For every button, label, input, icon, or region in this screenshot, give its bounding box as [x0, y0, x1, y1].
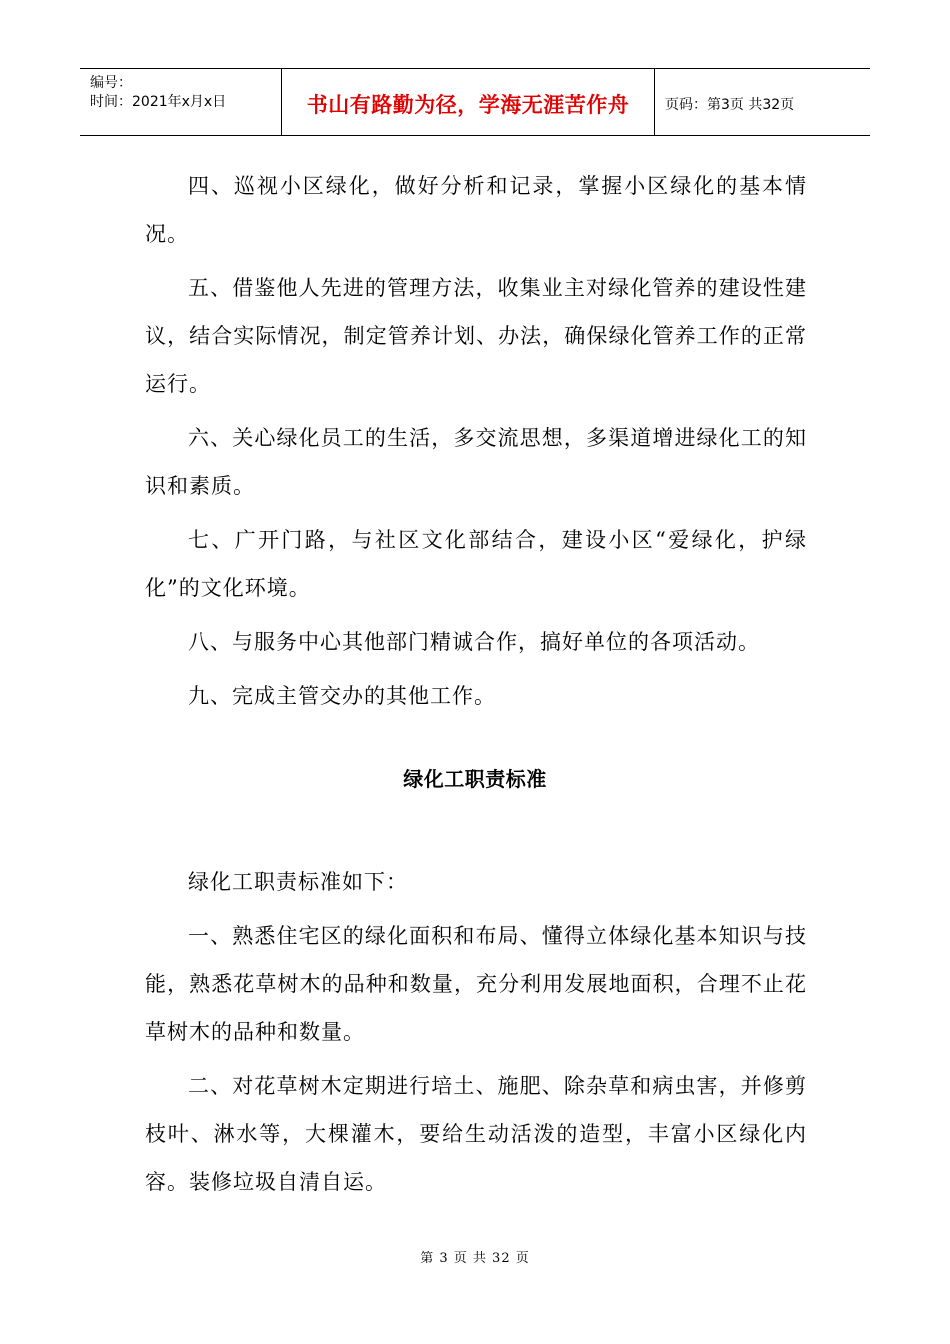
body-text-top [145, 162, 807, 726]
time-label: 时间：2021年x月x日 [90, 94, 227, 110]
header-motto: 书山有路勤为径，学海无涯苦作舟 [282, 69, 655, 135]
section-title: 绿化工职责标准 [403, 767, 547, 791]
header-page-info: 页码：第3页 共32页 [665, 97, 795, 113]
paragraph: 八、与服务中心其他部门精诚合作，搞好单位的各项活动。 [188, 630, 760, 654]
page-header [80, 68, 870, 136]
body-text-bottom [145, 858, 807, 1212]
paragraph: 七、广开门路，与社区文化部结合，建设小区“爱绿化，护绿化”的文化环境。 [145, 528, 807, 600]
paragraph: 六、关心绿化员工的生活，多交流思想，多渠道增进绿化工的知识和素质。 [145, 426, 807, 498]
paragraph: 五、借鉴他人先进的管理方法，收集业主对绿化管养的建设性建议，结合实际情况，制定管养计划、办法，确保绿化管养工作的正常运行。 [145, 276, 807, 396]
paragraph: 九、完成主管交办的其他工作。 [188, 684, 496, 708]
page-footer: 第 3 页 共 32 页 [420, 1251, 530, 1266]
paragraph: 一、熟悉住宅区的绿化面积和布局、懂得立体绿化基本知识与技能，熟悉花草树木的品种和数量，充分利用发展地面积，合理不止花草树木的品种和数量。 [145, 924, 807, 1044]
code-label: 编号： [90, 75, 132, 91]
header-meta [80, 69, 282, 135]
paragraph: 绿化工职责标准如下： [188, 870, 408, 894]
paragraph: 二、对花草树木定期进行培土、施肥、除杂草和病虫害，并修剪枝叶、淋水等，大棵灌木，要给生动活泼的造型，丰富小区绿化内容。装修垃圾自清自运。 [145, 1074, 807, 1194]
paragraph: 四、巡视小区绿化，做好分析和记录，掌握小区绿化的基本情况。 [145, 174, 807, 246]
